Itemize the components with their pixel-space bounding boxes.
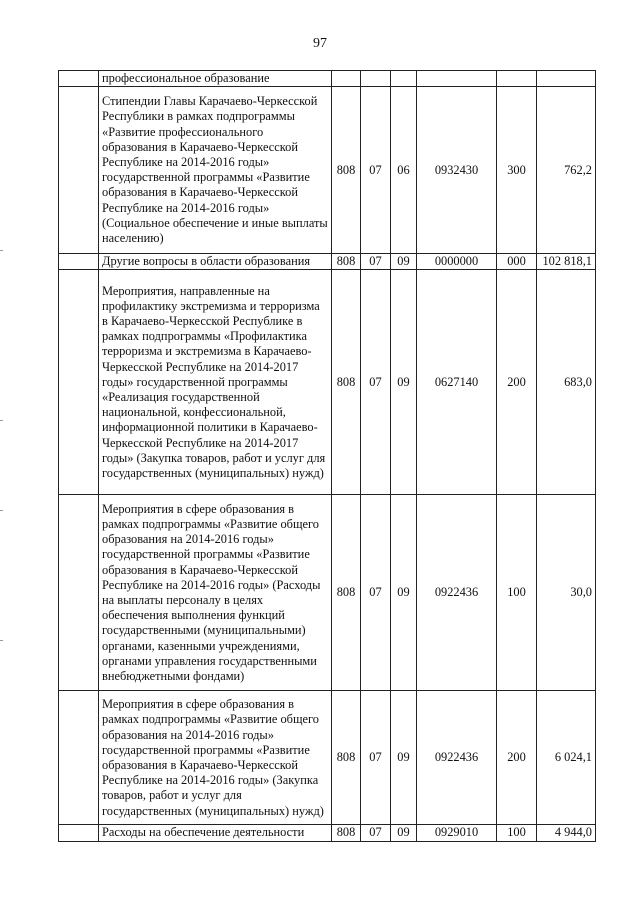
page-number: 97 [313, 36, 327, 51]
subsection-code: 09 [391, 825, 417, 841]
target-article-code: 0922436 [417, 691, 497, 825]
subsection-code: 09 [391, 495, 417, 691]
expense-type-code: 100 [497, 825, 537, 841]
subsection-code: 09 [391, 254, 417, 270]
ved-code: 808 [332, 270, 361, 495]
item-name: Мероприятия, направленные на профилактику экстремизма и терроризма в Карачаево-Черкесской Республике в рамках подпрограммы «Профилактика терроризма и экстремизма в Карачаево-Черкесской Республике на 2014-2017 годы» государственной программы «Реализация государственной национальной, конфессиональной, информационной политики в Карачаево-Черкесской Республике на 2014-2017 годы» (Закупка товаров, работ и услуг для государственных (муниципальных) нужд) [99, 270, 332, 495]
ved-code [332, 71, 361, 87]
section-code: 07 [361, 254, 391, 270]
budget-table [58, 70, 596, 842]
target-article-code: 0627140 [417, 270, 497, 495]
expense-type-code: 200 [497, 691, 537, 825]
section-code: 07 [361, 691, 391, 825]
blank-cell [59, 71, 99, 87]
expense-type-code: 300 [497, 87, 537, 254]
subsection-code: 09 [391, 270, 417, 495]
blank-cell [59, 495, 99, 691]
blank-cell [59, 254, 99, 270]
table-row [59, 825, 596, 841]
target-article-code: 0000000 [417, 254, 497, 270]
subsection-code: 09 [391, 691, 417, 825]
table-row [59, 87, 596, 254]
section-code [361, 71, 391, 87]
ved-code: 808 [332, 254, 361, 270]
blank-cell [59, 87, 99, 254]
amount: 4 944,0 [537, 825, 596, 841]
section-code: 07 [361, 87, 391, 254]
expense-type-code: 200 [497, 270, 537, 495]
table-row [59, 71, 596, 87]
item-name: Стипендии Главы Карачаево-Черкесской Республики в рамках подпрограммы «Развитие профессионального образования в Карачаево-Черкесской Республике на 2014-2016 годы» государственной программы «Развитие образования в Карачаево-Черкесской Республике на 2014-2016 годы» (Социальное обеспечение и иные выплаты населению) [99, 87, 332, 254]
target-article-code [417, 71, 497, 87]
target-article-code: 0922436 [417, 495, 497, 691]
ved-code: 808 [332, 825, 361, 841]
item-name: профессиональное образование [99, 71, 332, 87]
amount: 30,0 [537, 495, 596, 691]
section-code: 07 [361, 495, 391, 691]
table-row [59, 270, 596, 495]
amount [537, 71, 596, 87]
scan-edge-mark [0, 510, 3, 511]
blank-cell [59, 691, 99, 825]
item-name: Расходы на обеспечение деятельности [99, 825, 332, 841]
ved-code: 808 [332, 495, 361, 691]
item-name: Мероприятия в сфере образования в рамках подпрограммы «Развитие общего образования на 2014-2016 годы» государственной программы «Развитие образования в Карачаево-Черкесской Республике на 2014-2016 годы» (Закупка товаров, работ и услуг для государственных (муниципальных) нужд) [99, 691, 332, 825]
item-name: Другие вопросы в области образования [99, 254, 332, 270]
table-row [59, 254, 596, 270]
table-row [59, 691, 596, 825]
scan-edge-mark [0, 250, 3, 251]
target-article-code: 0929010 [417, 825, 497, 841]
expense-type-code: 100 [497, 495, 537, 691]
amount: 683,0 [537, 270, 596, 495]
subsection-code [391, 71, 417, 87]
ved-code: 808 [332, 691, 361, 825]
target-article-code: 0932430 [417, 87, 497, 254]
section-code: 07 [361, 270, 391, 495]
section-code: 07 [361, 825, 391, 841]
ved-code: 808 [332, 87, 361, 254]
blank-cell [59, 270, 99, 495]
amount: 762,2 [537, 87, 596, 254]
scan-edge-mark [0, 640, 3, 641]
item-name: Мероприятия в сфере образования в рамках подпрограммы «Развитие общего образования на 2014-2016 годы» государственной программы «Развитие образования в Карачаево-Черкесской Республике на 2014-2016 годы» (Расходы на выплаты персоналу в целях обеспечения выполнения функций государственными (муниципальными) органами, казенными учреждениями, органами управления государственными внебюджетными фондами) [99, 495, 332, 691]
table-row [59, 495, 596, 691]
expense-type-code [497, 71, 537, 87]
expense-type-code: 000 [497, 254, 537, 270]
scan-edge-mark [0, 420, 3, 421]
blank-cell [59, 825, 99, 841]
subsection-code: 06 [391, 87, 417, 254]
amount: 102 818,1 [537, 254, 596, 270]
amount: 6 024,1 [537, 691, 596, 825]
